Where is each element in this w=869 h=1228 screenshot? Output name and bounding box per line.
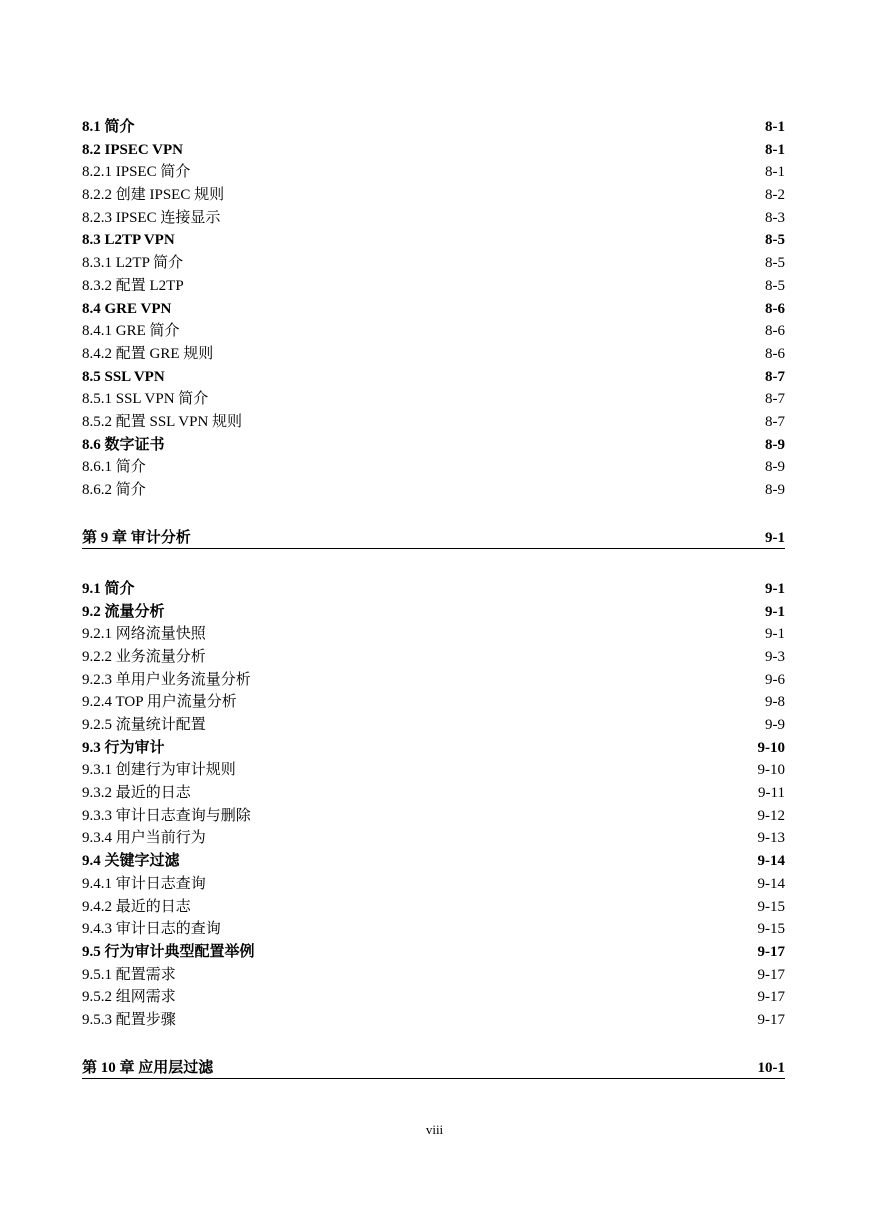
toc-entry[interactable]	[82, 759, 785, 782]
page-number: viii	[425, 1122, 444, 1137]
toc-entry[interactable]	[82, 1009, 785, 1032]
toc-entry-label: 9.3 行为审计	[82, 739, 165, 756]
toc-entry[interactable]	[82, 805, 785, 828]
toc-entry[interactable]	[82, 714, 785, 737]
toc-entry[interactable]	[82, 601, 785, 624]
toc-entry-page: 8-5	[765, 232, 785, 249]
toc-entry-page: 9-3	[765, 648, 785, 665]
toc-entry-label: 9.5.3 配置步骤	[82, 1011, 176, 1028]
toc-entry-label: 9.2.2 业务流量分析	[82, 648, 206, 665]
toc-entry-label: 9.1 简介	[82, 580, 135, 597]
toc-entry-page: 8-9	[765, 459, 785, 476]
toc-entry-page: 9-14	[757, 853, 785, 870]
toc-entry[interactable]	[82, 207, 785, 230]
toc-entry[interactable]	[82, 139, 785, 162]
toc-entry[interactable]	[82, 669, 785, 692]
toc-entry-label: 9.5.2 组网需求	[82, 989, 176, 1006]
toc-entry-label: 8.6.1 简介	[82, 459, 146, 476]
toc-entry-label: 8.2 IPSEC VPN	[82, 141, 183, 158]
toc-entry-page: 9-11	[758, 785, 785, 802]
toc-entry-page: 8-7	[765, 368, 785, 385]
toc-entry-page: 9-9	[765, 717, 785, 733]
toc-entry[interactable]	[82, 646, 785, 669]
toc-entry[interactable]	[82, 941, 785, 964]
toc-entry[interactable]	[82, 116, 785, 139]
toc-entry[interactable]	[82, 964, 785, 987]
section-9-entries	[82, 578, 785, 1032]
toc-entry[interactable]	[82, 411, 785, 434]
toc-entry[interactable]	[82, 184, 785, 207]
toc-entry-page: 8-5	[765, 277, 785, 294]
toc-entry[interactable]	[82, 896, 785, 919]
toc-entry[interactable]	[82, 252, 785, 275]
toc-entry-page: 9-12	[757, 807, 785, 824]
toc-entry[interactable]	[82, 275, 785, 298]
toc-entry-page: 9-13	[757, 830, 785, 847]
toc-entry-label: 8.2.1 IPSEC 简介	[82, 164, 191, 181]
table-of-contents	[82, 116, 785, 1079]
toc-entry-page: 8-1	[765, 164, 785, 181]
toc-entry-label: 8.5.2 配置 SSL VPN 规则	[82, 413, 243, 430]
toc-entry-label: 9.2.4 TOP 用户流量分析	[82, 694, 237, 711]
toc-entry-page: 9-1	[765, 626, 785, 643]
toc-entry-page: 9-10	[757, 762, 785, 779]
chapter-page: 9-1	[765, 530, 785, 547]
toc-entry-page: 8-6	[765, 345, 785, 362]
toc-entry-label: 8.5 SSL VPN	[82, 368, 165, 385]
toc-entry[interactable]	[82, 366, 785, 389]
toc-entry-label: 8.4 GRE VPN	[82, 300, 172, 317]
toc-entry[interactable]	[82, 298, 785, 321]
toc-entry-page: 9-17	[757, 989, 785, 1006]
toc-entry-page: 8-1	[765, 119, 785, 135]
toc-entry-label: 9.2 流量分析	[82, 603, 165, 620]
toc-entry-page: 8-7	[765, 391, 785, 408]
toc-entry-page: 8-6	[765, 300, 785, 317]
toc-entry-label: 8.3 L2TP VPN	[82, 232, 175, 249]
chapter-title: 第 10 章 应用层过滤	[82, 1060, 214, 1077]
toc-entry[interactable]	[82, 873, 785, 896]
section-8-entries	[82, 116, 785, 502]
toc-entry-page: 8-9	[765, 436, 785, 453]
toc-entry-label: 9.3.1 创建行为审计规则	[82, 762, 236, 779]
toc-entry-label: 9.3.3 审计日志查询与删除	[82, 807, 251, 824]
toc-entry-label: 8.2.3 IPSEC 连接显示	[82, 209, 221, 226]
toc-entry-label: 9.4.2 最近的日志	[82, 898, 191, 915]
toc-entry[interactable]	[82, 623, 785, 646]
toc-entry-page: 9-15	[757, 921, 785, 938]
toc-entry-label: 9.4 关键字过滤	[82, 853, 180, 870]
toc-entry-page: 8-3	[765, 209, 785, 226]
toc-entry[interactable]	[82, 434, 785, 457]
toc-entry-label: 8.6 数字证书	[82, 436, 165, 453]
chapter-page: 10-1	[757, 1060, 785, 1077]
toc-entry[interactable]	[82, 320, 785, 343]
toc-entry[interactable]	[82, 388, 785, 411]
toc-entry[interactable]	[82, 918, 785, 941]
toc-entry-page: 9-14	[757, 875, 785, 892]
toc-entry-label: 9.2.1 网络流量快照	[82, 626, 206, 643]
toc-entry-label: 8.1 简介	[82, 119, 135, 135]
toc-entry-label: 9.4.3 审计日志的查询	[82, 921, 221, 938]
toc-entry-page: 9-17	[757, 966, 785, 983]
toc-entry-page: 8-9	[765, 482, 785, 498]
toc-entry-label: 9.5 行为审计典型配置举例	[82, 943, 255, 960]
chapter-10-heading[interactable]	[82, 1058, 785, 1079]
toc-entry-page: 8-1	[765, 141, 785, 158]
toc-entry-label: 8.6.2 简介	[82, 482, 146, 498]
toc-entry-page: 9-17	[757, 1011, 785, 1028]
toc-entry-label: 8.3.1 L2TP 简介	[82, 255, 184, 272]
toc-entry[interactable]	[82, 578, 785, 601]
toc-entry-page: 8-6	[765, 323, 785, 340]
toc-entry[interactable]	[82, 691, 785, 714]
toc-entry[interactable]	[82, 737, 785, 760]
toc-entry[interactable]	[82, 456, 785, 479]
toc-entry-label: 9.3.4 用户当前行为	[82, 830, 206, 847]
toc-entry-page: 9-15	[757, 898, 785, 915]
toc-entry-label: 9.4.1 审计日志查询	[82, 875, 206, 892]
toc-entry-page: 8-7	[765, 413, 785, 430]
toc-entry[interactable]	[82, 479, 785, 502]
toc-entry-page: 8-2	[765, 187, 785, 204]
toc-entry[interactable]	[82, 782, 785, 805]
toc-entry-label: 8.2.2 创建 IPSEC 规则	[82, 187, 225, 204]
toc-entry[interactable]	[82, 161, 785, 184]
toc-entry-label: 9.2.5 流量统计配置	[82, 717, 206, 733]
toc-entry-label: 9.3.2 最近的日志	[82, 785, 191, 802]
toc-entry-label: 9.5.1 配置需求	[82, 966, 176, 983]
toc-entry[interactable]	[82, 827, 785, 850]
toc-entry-page: 9-1	[765, 580, 785, 597]
toc-entry[interactable]	[82, 343, 785, 366]
toc-entry[interactable]	[82, 229, 785, 252]
toc-entry-page: 9-8	[765, 694, 785, 711]
toc-entry-label: 8.4.2 配置 GRE 规则	[82, 345, 214, 362]
toc-entry[interactable]	[82, 986, 785, 1009]
toc-entry[interactable]	[82, 850, 785, 873]
toc-entry-label: 8.5.1 SSL VPN 简介	[82, 391, 209, 408]
toc-entry-page: 9-1	[765, 603, 785, 620]
toc-entry-label: 8.4.1 GRE 简介	[82, 323, 180, 340]
toc-entry-page: 9-6	[765, 671, 785, 688]
chapter-title: 第 9 章 审计分析	[82, 530, 191, 547]
toc-entry-label: 8.3.2 配置 L2TP	[82, 277, 184, 294]
chapter-9-heading[interactable]	[82, 528, 785, 549]
toc-entry-page: 8-5	[765, 255, 785, 272]
toc-entry-label: 9.2.3 单用户业务流量分析	[82, 671, 251, 688]
toc-entry-page: 9-10	[757, 739, 785, 756]
toc-entry-page: 9-17	[757, 943, 785, 960]
